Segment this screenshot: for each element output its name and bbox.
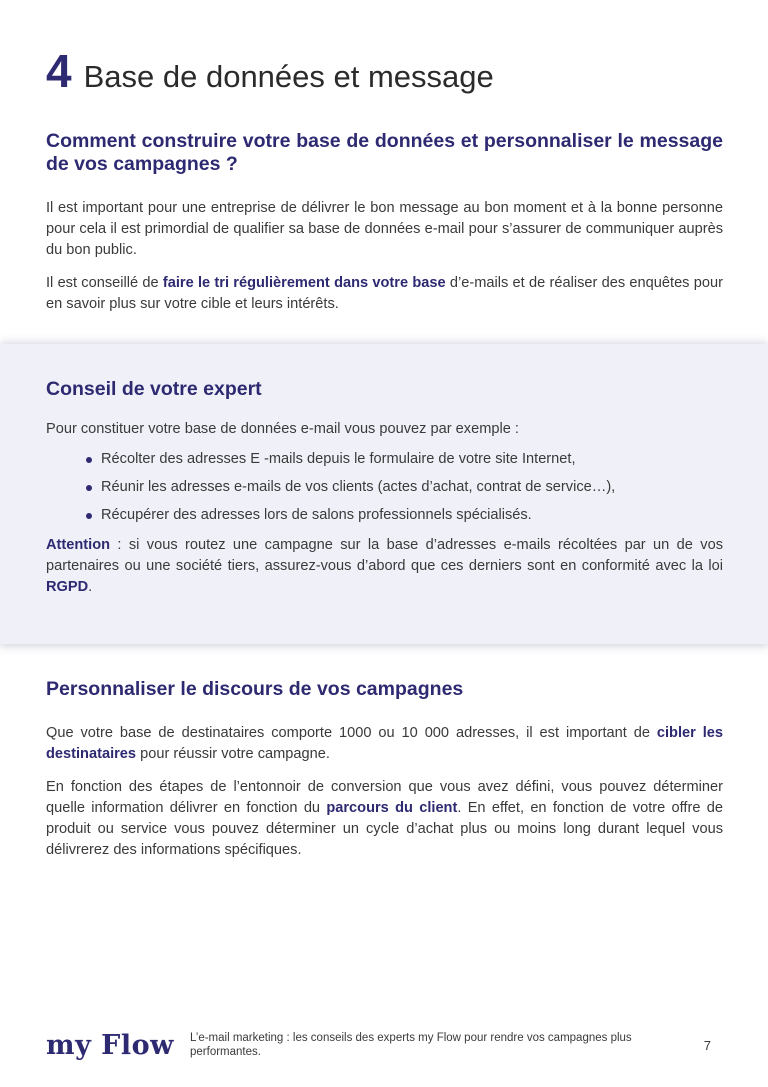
paragraph <box>46 273 723 315</box>
highlight-text: cibler les destinataires <box>46 725 724 762</box>
section-build-database <box>46 130 723 315</box>
text-span: d’e-mails et de réaliser des enquêtes pour en savoir plus sur votre cible et leurs intérêts. <box>46 275 723 312</box>
list-item: Réunir les adresses e-mails de vos clients (actes d’achat, contrat de service…), <box>86 477 723 498</box>
list-item: Récolter des adresses E -mails depuis le formulaire de votre site Internet, <box>86 449 723 470</box>
attention-label: Attention <box>46 537 111 553</box>
text-span: Il est conseillé de <box>46 275 163 291</box>
highlight-text: RGPD <box>46 579 89 595</box>
footer-text: L’e-mail marketing : les conseils des experts my Flow pour rendre vos campagnes plus performantes. <box>190 1032 632 1058</box>
section-heading: Conseil de votre expert <box>46 378 262 400</box>
paragraph <box>46 723 723 765</box>
paragraph: Pour constituer votre base de données e-mail vous pouvez par exemple : <box>46 421 519 437</box>
text-span: pour réussir votre campagne. <box>136 746 330 762</box>
page-footer <box>46 1030 723 1066</box>
text-span: . <box>88 579 93 595</box>
paragraph <box>46 777 723 861</box>
bullet-list <box>46 449 723 526</box>
section-personalize <box>46 678 723 861</box>
section-heading: Personnaliser le discours de vos campagnes <box>46 678 464 700</box>
chapter-title: Base de données et message <box>83 59 494 94</box>
text-span: : si vous routez une campagne sur la base d’adresses e-mails récoltées par un de vos partenaires ou une société tiers, assurez-vous d’abord que ces derniers sont en conformité avec la loi <box>46 537 723 574</box>
highlight-text: parcours du client <box>326 800 458 816</box>
paragraph: Il est important pour une entreprise de délivrer le bon message au bon moment et à la bonne personne pour cela il est primordial de qualifier sa base de données e-mail pour s’assurer de communiquer auprès du bon public. <box>46 200 723 258</box>
highlight-text: faire le tri régulièrement dans votre base <box>162 275 446 291</box>
list-item: Récupérer des adresses lors de salons professionnels spécialisés. <box>86 505 723 526</box>
section-heading: Comment construire votre base de données et personnaliser le message de vos campagnes ? <box>46 130 723 175</box>
text-span: Que votre base de destinataires comporte 1000 ou 10 000 adresses, il est important de <box>46 725 657 741</box>
text-span: . En effet, en fonction de votre offre de produit ou service vous pouvez déterminer un cycle d’achat plus ou moins long durant lequel vous délivrerez des informations spécifiques. <box>46 800 723 858</box>
attention-paragraph <box>46 535 723 598</box>
chapter-number: 4 <box>46 45 72 97</box>
myflow-logo: my Flow <box>46 1030 174 1061</box>
section-expert-advice <box>46 378 723 598</box>
page-number: 7 <box>703 1038 711 1053</box>
chapter-heading <box>46 44 494 98</box>
text-span: En fonction des étapes de l’entonnoir de conversion que vous avez défini, vous pouvez déterminer quelle information délivrer en fonction du <box>46 779 723 816</box>
